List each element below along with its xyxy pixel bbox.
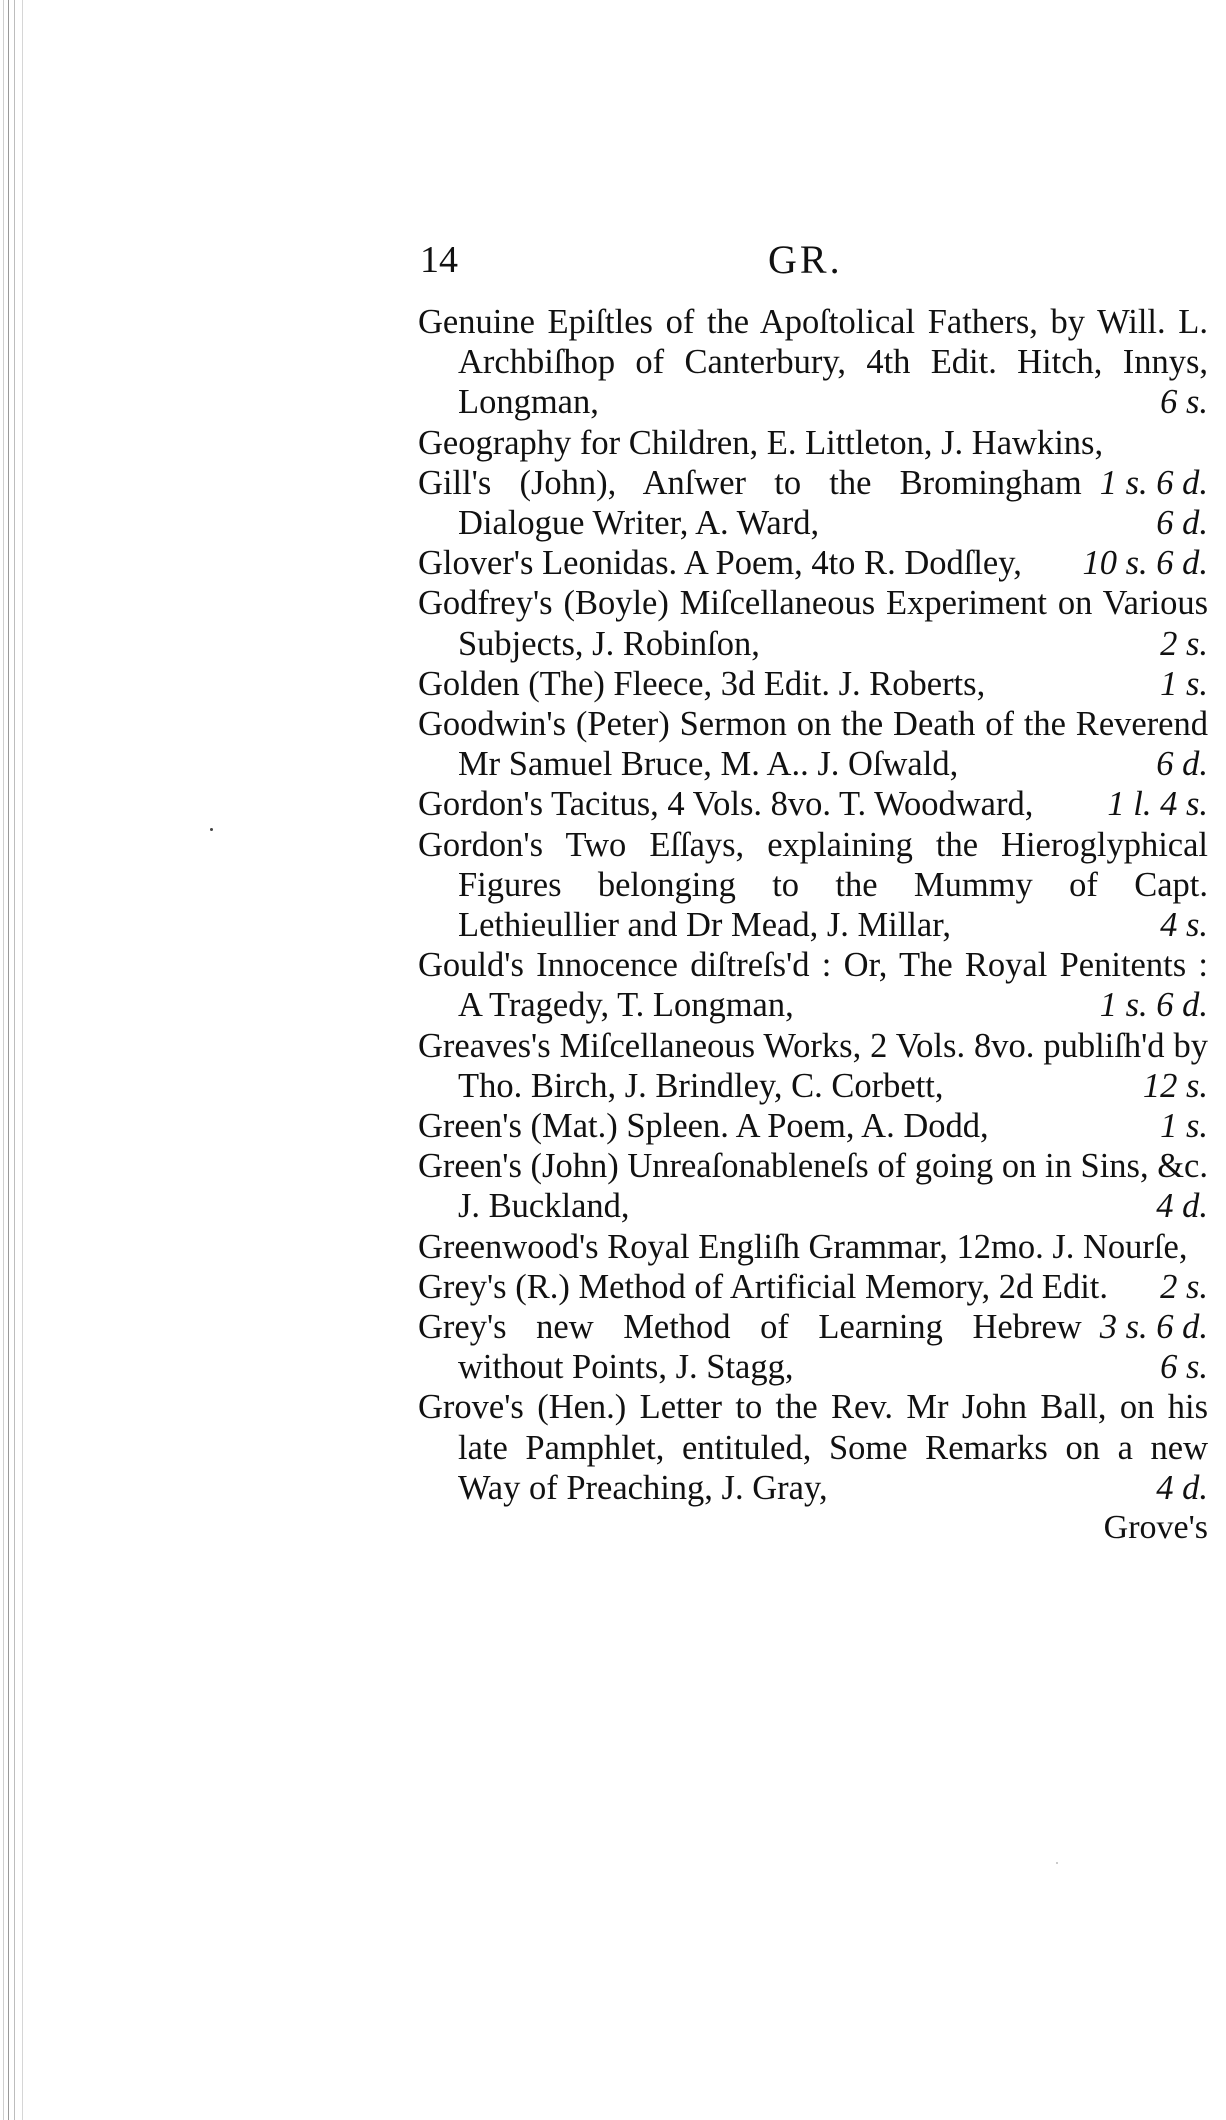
entry-price: 1 s. 6 d.: [1099, 986, 1208, 1025]
catalogue-entry: [418, 825, 1208, 946]
entry-price: 4 s.: [1160, 906, 1208, 945]
paper-speck: [1056, 1862, 1058, 1864]
catalogue-entry: [418, 664, 1208, 704]
entry-price: 2 s.: [1160, 624, 1208, 663]
page-number: 14: [420, 239, 458, 281]
entry-text: Greaves's Miſcellaneous Works, 2 Vols. 8vo. publiſh'd by Tho. Birch, J. Brindley, C. Corbett,: [418, 1026, 1208, 1105]
catalogue-entry: [418, 945, 1208, 1025]
entry-text: Golden (The) Fleece, 3d Edit. J. Roberts,: [418, 664, 986, 703]
catalogue-entry: [418, 1267, 1208, 1347]
catalogue-page: [418, 238, 1208, 1548]
entry-text: Greenwood's Royal Engliſh Grammar, 12mo. J. Nourſe,: [418, 1227, 1188, 1266]
entry-text: Geography for Children, E. Littleton, J. Hawkins,: [418, 423, 1104, 462]
entry-price: 10 s. 6 d.: [1082, 544, 1208, 583]
catalogue-entry: [418, 1106, 1208, 1146]
entry-price: 1 l. 4 s.: [1107, 785, 1208, 824]
catalogue-entry: [418, 543, 1208, 583]
entry-price: 3 s. 6 d.: [1099, 1308, 1208, 1347]
entry-text: Gill's (John), Anſwer to the Bromingham Dialogue Writer, A. Ward,: [418, 463, 1082, 543]
entry-price: 6 s.: [1160, 1348, 1208, 1387]
catalogue-entry: [418, 423, 1208, 502]
entry-text: Green's (Mat.) Spleen. A Poem, A. Dodd,: [418, 1107, 989, 1146]
entry-text: Glover's Leonidas. A Poem, 4to R. Dodſley,: [418, 544, 1022, 583]
entry-price: 6 s.: [1160, 383, 1208, 422]
running-head: GR.: [768, 237, 843, 282]
entry-text: Gordon's Two Eſſays, explaining the Hieroglyphical Figures belonging to the Mummy of Capt. Lethieullier and Dr Mead, J. Millar,: [418, 825, 1208, 945]
entry-text: Godfrey's (Boyle) Miſcellaneous Experiment on Various Subjects, J. Robinſon,: [418, 584, 1208, 663]
entry-price: 1 s. 6 d.: [1099, 463, 1208, 502]
entry-price: 6 d.: [1156, 745, 1208, 784]
catalogue-entry: [418, 583, 1208, 663]
catchword: Grove's: [1103, 1509, 1208, 1547]
entry-price: 4 d.: [1156, 1187, 1208, 1226]
catalogue-entry: [418, 784, 1208, 824]
page-header: [418, 238, 1208, 300]
entry-text: Grove's (Hen.) Letter to the Rev. Mr John Ball, on his late Pamphlet, entituled, Some Remarks on a new Way of Preaching, J. Gray,: [418, 1388, 1208, 1507]
entry-price: 6 d.: [1156, 504, 1208, 543]
entry-text: Green's (John) Unreaſonableneſs of going on in Sins, &c. J. Buckland,: [418, 1147, 1208, 1226]
entry-text: Grey's (R.) Method of Artificial Memory, 2d Edit.: [418, 1267, 1109, 1306]
entry-price: 1 s.: [1160, 664, 1208, 703]
entry-list: [418, 302, 1208, 1508]
entry-text: Gould's Innocence diſtreſs'd : Or, The Royal Penitents : A Tragedy, T. Longman,: [418, 946, 1208, 1025]
entry-text: Goodwin's (Peter) Sermon on the Death of the Reverend Mr Samuel Bruce, M. A.. J. Oſwald,: [418, 705, 1208, 784]
entry-price: 2 s.: [1160, 1267, 1208, 1306]
entry-price: 4 d.: [1156, 1468, 1208, 1507]
catalogue-entry: [418, 1026, 1208, 1106]
catalogue-entry: [418, 1387, 1208, 1508]
entry-text: Grey's new Method of Learning Hebrew without Points, J. Stagg,: [418, 1308, 1082, 1387]
catalogue-entry: [418, 704, 1208, 784]
paper-speck: [210, 828, 213, 831]
entry-text: Gordon's Tacitus, 4 Vols. 8vo. T. Woodward,: [418, 785, 1034, 824]
binding-gutter: [0, 0, 34, 2120]
catalogue-entry: [418, 302, 1208, 423]
entry-price: 1 s.: [1160, 1107, 1208, 1146]
entry-price: 12 s.: [1142, 1066, 1208, 1105]
entry-text: Genuine Epiſtles of the Apoſtolical Fathers, by Will. L. Archbiſhop of Canterbury, 4th Edit. Hitch, Innys, Longman,: [418, 303, 1208, 422]
catalogue-entry: [418, 1146, 1208, 1226]
